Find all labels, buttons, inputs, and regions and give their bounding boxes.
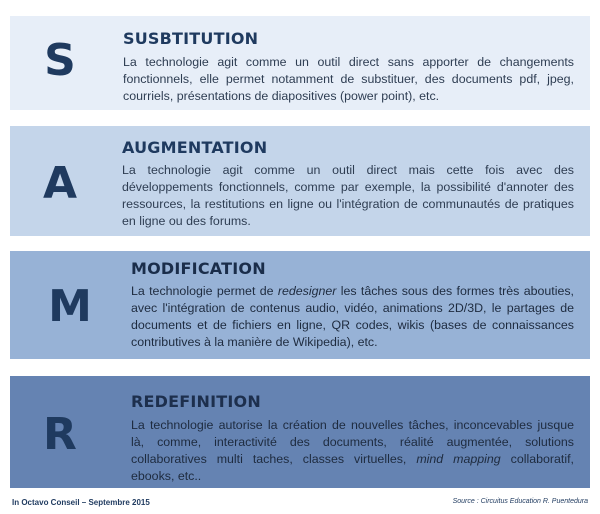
row-description: La technologie agit comme un outil direct sans apporter de changements fonctionnels, elle permet notamment de substituer, des documents pdf, jpeg, courriels, présentations de diapositives (power point), etc. — [123, 55, 574, 103]
row-title: MODIFICATION — [131, 259, 266, 278]
footer-credit: In Octavo Conseil – Septembre 2015 — [12, 498, 150, 507]
row-description: La technologie agit comme un outil direct mais cette fois avec des développements fonctionnels, comme par exemple, la possibilité d'annoter des ressources, la restitutions en ligne ou l'intégration de communautés de pratiques en ligne ou des forums. — [122, 163, 574, 228]
row-description — [131, 283, 574, 351]
description-text: collaboratif, ebooks, etc.. — [131, 452, 574, 483]
samr-row-redefinition — [10, 376, 590, 488]
row-description — [131, 417, 574, 485]
row-letter: M — [48, 281, 92, 332]
samr-row-substitution — [10, 16, 590, 110]
row-title: REDEFINITION — [131, 392, 261, 411]
samr-row-augmentation — [10, 126, 590, 236]
description-text: les tâches sous des formes très abouties, avec l'intégration de contenus audio, vidéo, animations 2D/3D, le partages de documents et de fichiers en ligne, QR codes, wikis (bases de connaissances contributives à la manière de Wikipedia), etc. — [131, 284, 575, 349]
row-letter: A — [42, 158, 78, 209]
description-text: La technologie autorise la création de nouvelles tâches, inconcevables jusque là, comme, interactivité des documents, réalité augmentée, solutions collaboratives multi taches, classes virtuelles, — [131, 418, 574, 466]
samr-row-modification — [10, 251, 590, 359]
description-emphasis: mind mapping — [416, 452, 501, 466]
footer-source: Source : Circuitus Education R. Puentedura — [452, 498, 588, 505]
row-letter: R — [43, 409, 77, 460]
description-emphasis: redesigner — [277, 284, 337, 298]
description-text: La technologie permet de — [131, 284, 278, 298]
row-title: AUGMENTATION — [122, 138, 268, 157]
row-letter: S — [44, 35, 76, 86]
row-title: SUSBTITUTION — [123, 29, 259, 48]
